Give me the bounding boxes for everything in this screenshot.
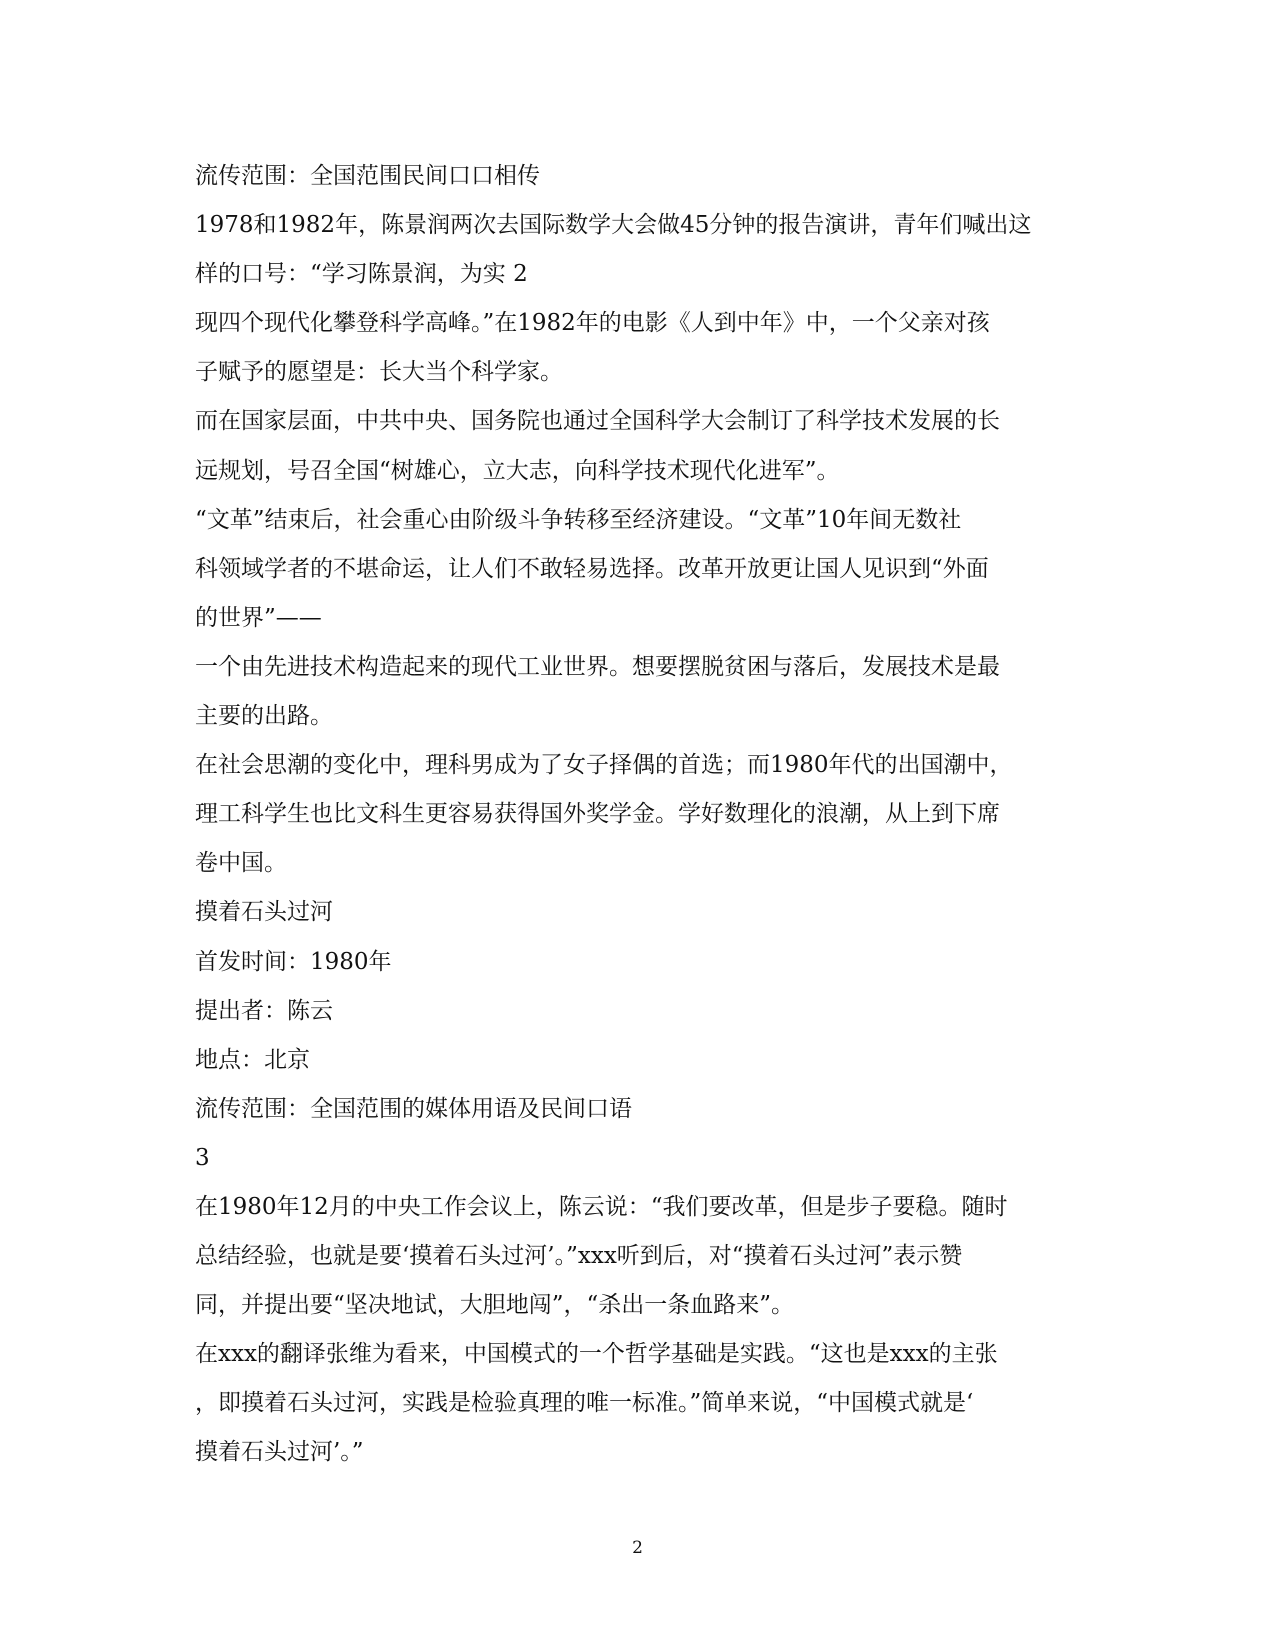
page-number: 2: [632, 1538, 643, 1558]
text-line: 而在国家层面，中共中央、国务院也通过全国科学大会制订了科学技术发展的长: [195, 408, 1000, 435]
text-line: 主要的出路。: [195, 703, 333, 730]
text-line: ，即摸着石头过河，实践是检验真理的唯一标准。”简单来说，“中国模式就是‘: [195, 1390, 974, 1417]
text-line: 远规划，号召全国“树雄心，立大志，向科学技术现代化进军”。: [195, 457, 840, 484]
section-heading: 摸着石头过河: [195, 899, 333, 926]
text-line: 流传范围：全国范围的媒体用语及民间口语: [195, 1095, 632, 1122]
text-line: 在1980年12月的中央工作会议上，陈云说：“我们要改革，但是步子要稳。随时: [195, 1193, 1008, 1220]
text-line: 在xxx的翻译张维为看来，中国模式的一个哲学基础是实践。“这也是xxx的主张: [195, 1341, 998, 1368]
text-line: 3: [195, 1144, 210, 1171]
text-line: 一个由先进技术构造起来的现代工业世界。想要摆脱贫困与落后，发展技术是最: [195, 653, 1000, 680]
text-line: 卷中国。: [195, 850, 287, 877]
text-line: 提出者：陈云: [195, 997, 333, 1024]
text-line: 在社会思潮的变化中，理科男成为了女子择偶的首选；而1980年代的出国潮中，: [195, 752, 1013, 779]
text-line: 现四个现代化攀登科学高峰。”在1982年的电影《人到中年》中，一个父亲对孩: [195, 310, 990, 337]
text-line: 地点：北京: [195, 1046, 310, 1073]
text-line: 的世界”——: [195, 604, 322, 631]
text-line: 1978和1982年，陈景润两次去国际数学大会做45分钟的报告演讲，青年们喊出这: [195, 212, 1032, 239]
text-line: 首发时间：1980年: [195, 948, 392, 975]
text-line: “文革”结束后，社会重心由阶级斗争转移至经济建设。“文革”10年间无数社: [195, 506, 962, 533]
text-line: 流传范围：全国范围民间口口相传: [195, 163, 540, 189]
text-line: 总结经验，也就是要‘摸着石头过河’。”xxx听到后，对“摸着石头过河”表示赞: [195, 1243, 963, 1270]
text-line: 科领域学者的不堪命运，让人们不敢轻易选择。改革开放更让国人见识到“外面: [195, 555, 989, 582]
text-line: 摸着石头过河’。”: [195, 1439, 364, 1466]
document-body: [195, 152, 1075, 1478]
text-line: 样的口号：“学习陈景润，为实 2: [195, 261, 528, 288]
text-line: 子赋予的愿望是：长大当个科学家。: [195, 359, 563, 386]
text-line: 理工科学生也比文科生更容易获得国外奖学金。学好数理化的浪潮，从上到下席: [195, 801, 1000, 828]
text-line: 同，并提出要“坚决地试，大胆地闯”，“杀出一条血路来”。: [195, 1292, 795, 1319]
